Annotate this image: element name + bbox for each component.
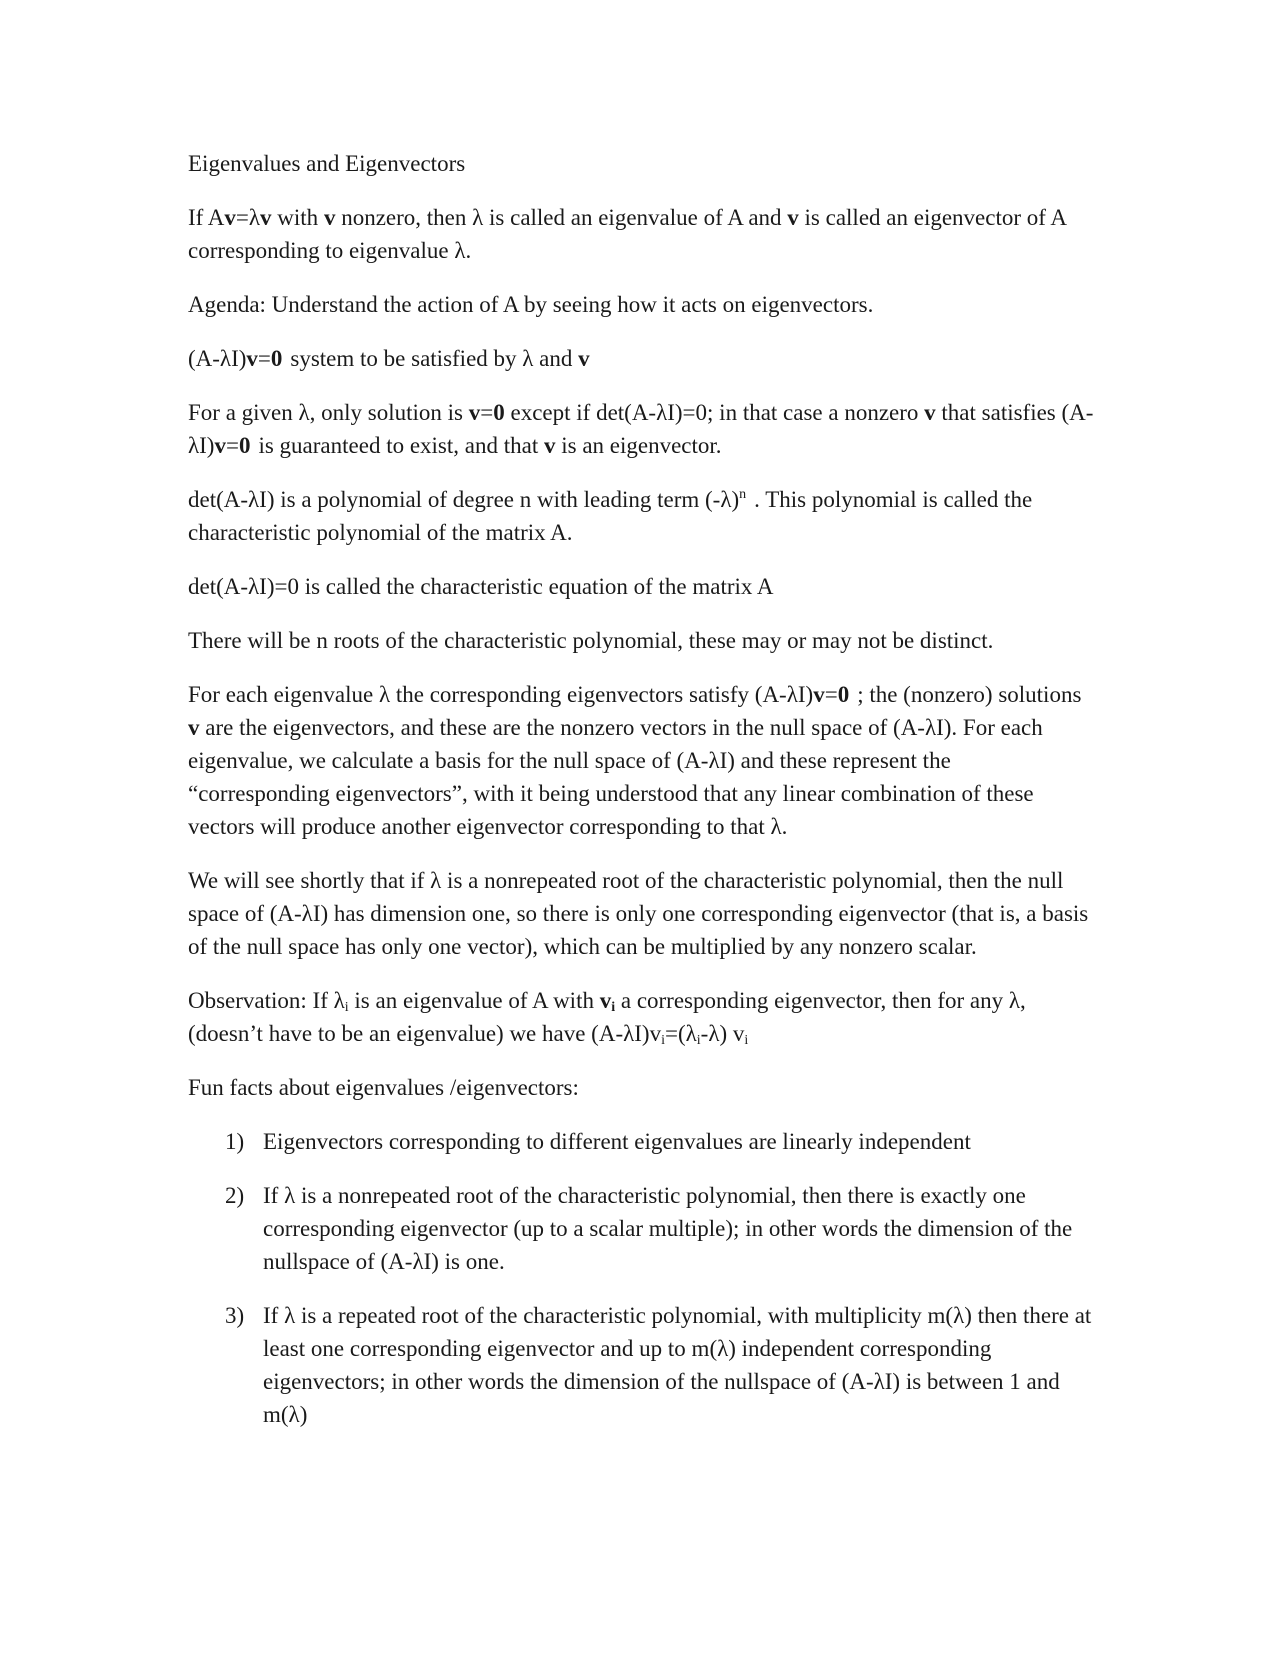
list-item bbox=[188, 1179, 1098, 1278]
text-run: is guaranteed to exist, and that bbox=[258, 433, 544, 458]
subscript: i bbox=[744, 1033, 749, 1048]
bold-vector: v bbox=[323, 205, 336, 230]
bold-vector: v bbox=[246, 346, 258, 371]
bold-vector: v bbox=[214, 433, 226, 458]
agenda-paragraph: Agenda: Understand the action of A by seeing how it acts on eigenvectors. bbox=[188, 292, 874, 317]
text-run: = bbox=[225, 433, 239, 458]
text-run: =(λ bbox=[664, 1021, 697, 1046]
subscript: i bbox=[696, 1033, 701, 1048]
polynomial-paragraph bbox=[188, 483, 1098, 549]
text-run: For each eigenvalue λ the corresponding eigenvectors satisfy (A-λI) bbox=[188, 682, 814, 707]
list-item bbox=[188, 1299, 1098, 1431]
list-number: 3) bbox=[225, 1303, 245, 1328]
bold-vector: v bbox=[787, 205, 799, 230]
observation-paragraph bbox=[188, 984, 1098, 1050]
text-run: Observation: If λ bbox=[188, 988, 345, 1013]
text-run: =λ bbox=[235, 205, 261, 230]
list-number: 2) bbox=[225, 1183, 245, 1208]
bold-vector: v bbox=[924, 400, 936, 425]
text-run: system to be satisfied by λ and bbox=[290, 346, 579, 371]
text-run: . This polynomial is called the characteristic polynomial of the matrix A. bbox=[188, 487, 1033, 545]
text-run: For a given λ, only solution is bbox=[188, 400, 469, 425]
bold-vector: v bbox=[468, 400, 481, 425]
text-run: det(A-λI) is a polynomial of degree n with leading term (-λ) bbox=[188, 487, 740, 512]
list-item-text: If λ is a repeated root of the characteristic polynomial, with multiplicity m(λ) then there at least one corresponding eigenvector and up to m(λ) independent corresponding eigenvectors; in other words the dimension of the nullspace of (A-λI) is between 1 and m(λ) bbox=[263, 1303, 1092, 1427]
text-run: with bbox=[271, 205, 324, 230]
list-item-text: Eigenvectors corresponding to different eigenvalues are linearly independent bbox=[263, 1129, 971, 1154]
text-run: nonzero, then λ is called an eigenvalue of A and bbox=[335, 205, 788, 230]
bold-vector: v bbox=[599, 988, 612, 1013]
text-run: are the eigenvectors, and these are the nonzero vectors in the null space of (A-λI). For each eigenvalue, we calculate a basis for the null space of (A-λI) and these represent the “corresponding eigenvectors”, with it being understood that any linear combination of these vectors will produce another eigenvector corresponding to that λ. bbox=[188, 715, 1043, 839]
characteristic-equation-paragraph: det(A-λI)=0 is called the characteristic equation of the matrix A bbox=[188, 574, 774, 599]
system-equation bbox=[188, 342, 1098, 375]
document-title: Eigenvalues and Eigenvectors bbox=[188, 151, 466, 176]
bold-vector: v bbox=[224, 205, 236, 230]
bold-vector: v bbox=[260, 205, 272, 230]
bold-vector: v bbox=[188, 715, 200, 740]
bold-zero: 0 bbox=[238, 433, 251, 458]
list-item bbox=[188, 1125, 1098, 1158]
text-run: is called an eigenvector of A corresponding to eigenvalue λ. bbox=[188, 205, 1066, 263]
list-number: 1) bbox=[225, 1129, 245, 1154]
text-run: = bbox=[824, 682, 838, 707]
text-run: except if det(A-λI)=0; in that case a nonzero bbox=[504, 400, 925, 425]
text-run: (A-λI) bbox=[188, 346, 247, 371]
bold-vector: v bbox=[543, 433, 556, 458]
each-eigenvalue-paragraph bbox=[188, 678, 1098, 843]
text-run: = bbox=[257, 346, 271, 371]
superscript: n bbox=[739, 487, 747, 502]
text-run: is an eigenvector. bbox=[555, 433, 722, 458]
bold-zero: 0 bbox=[837, 682, 850, 707]
text-run: is an eigenvalue of A with bbox=[348, 988, 600, 1013]
text-run: a corresponding eigenvector, then for any λ, (doesn’t have to be an eigenvalue) we have (A-λI)v bbox=[188, 988, 1026, 1046]
text-run: that satisfies (A-λI) bbox=[188, 400, 1094, 458]
subscript: i bbox=[611, 1000, 616, 1015]
eigen-definition bbox=[188, 201, 1098, 267]
bold-zero: 0 bbox=[270, 346, 283, 371]
bold-vector: v bbox=[813, 682, 825, 707]
text-run: If A bbox=[188, 205, 225, 230]
subscript: i bbox=[344, 1000, 349, 1015]
fun-facts-list bbox=[188, 1125, 1098, 1431]
fun-facts-heading: Fun facts about eigenvalues /eigenvectors: bbox=[188, 1075, 579, 1100]
bold-zero: 0 bbox=[493, 400, 505, 425]
text-run: ; the (nonzero) solutions bbox=[857, 682, 1082, 707]
text-run: = bbox=[480, 400, 494, 425]
given-lambda-paragraph bbox=[188, 396, 1098, 462]
document-page bbox=[188, 147, 1098, 1452]
roots-paragraph: There will be n roots of the characteristic polynomial, these may or may not be distinct. bbox=[188, 628, 994, 653]
text-run: -λ) v bbox=[700, 1021, 745, 1046]
shortly-paragraph: We will see shortly that if λ is a nonrepeated root of the characteristic polynomial, then the null space of (A-λI) has dimension one, so there is only one corresponding eigenvector (that is, a basis of the null space has only one vector), which can be multiplied by any nonzero scalar. bbox=[188, 868, 1089, 959]
bold-vector: v bbox=[578, 346, 590, 371]
list-item-text: If λ is a nonrepeated root of the characteristic polynomial, then there is exactly one corresponding eigenvector (up to a scalar multiple); in other words the dimension of the nullspace of (A-λI) is one. bbox=[263, 1183, 1073, 1274]
subscript: i bbox=[661, 1033, 665, 1048]
